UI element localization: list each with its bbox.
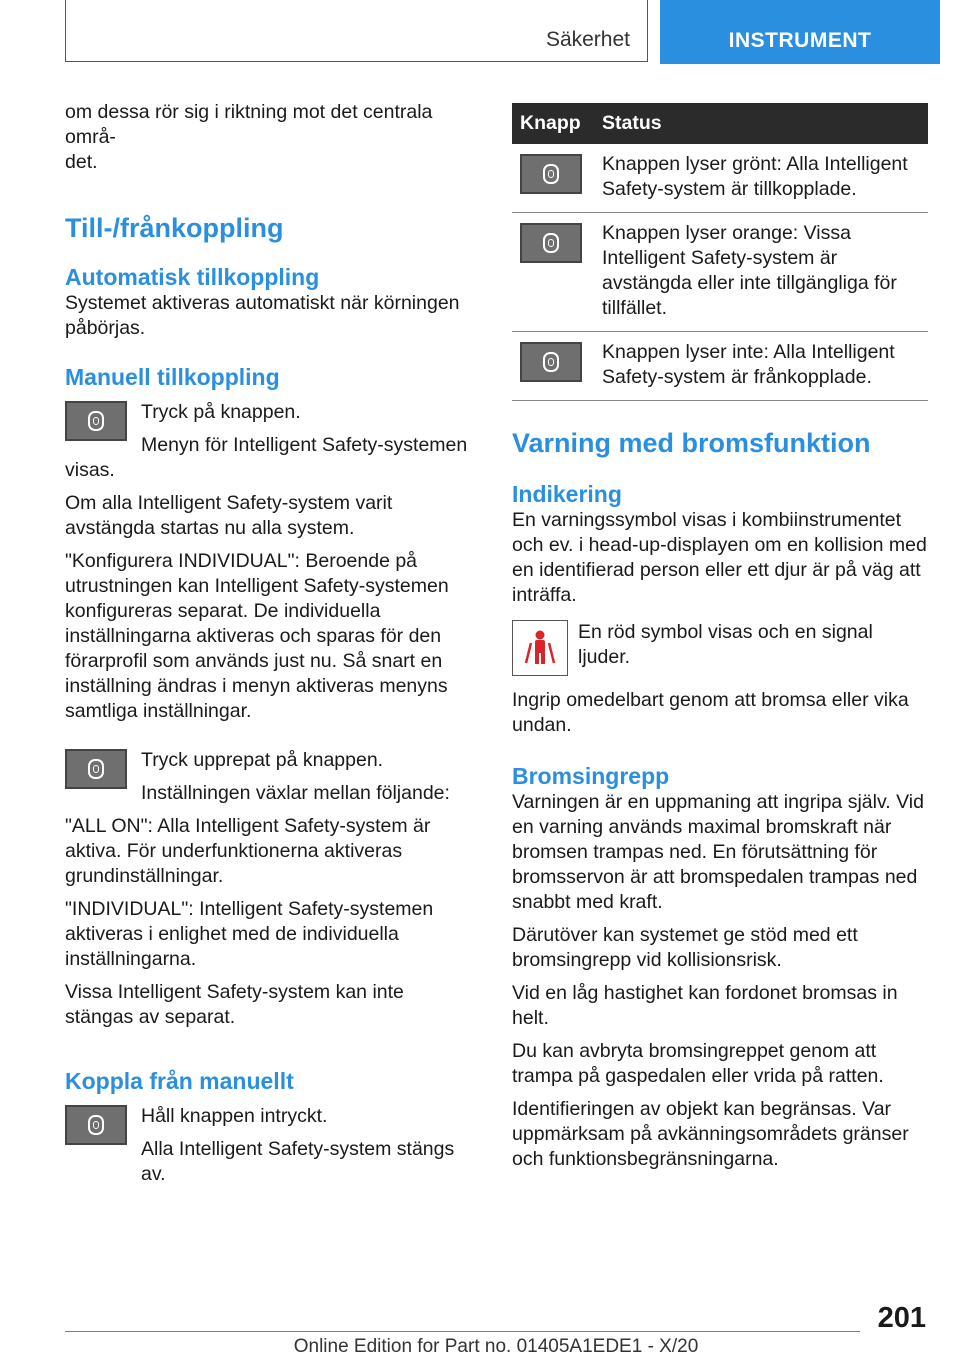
heading-brake-warning: Varning med bromsfunktion <box>512 428 871 458</box>
all-off-text: Om alla Intelligent Safety-system varit avstängda startas nu alla system. <box>65 492 393 539</box>
table-cell-status: Knappen lyser inte: Alla Intelligent Safety-system är frånkopplade. <box>594 332 928 401</box>
hold-button-row <box>65 1104 477 1187</box>
safety-button-off-icon <box>520 342 582 382</box>
red-symbol-text: En röd symbol visas och en signal ljuder. <box>578 621 873 668</box>
press-repeat-row <box>65 748 477 806</box>
automatic-on-text: Systemet aktiveras automatiskt när körningen påbörjas. <box>65 292 460 339</box>
right-column <box>512 103 928 1172</box>
all-on-text: "ALL ON": Alla Intelligent Safety-system är aktiva. För underfunktionerna aktiveras grundinställningar. <box>65 815 431 887</box>
intro-line-1: om dessa rör sig i riktning mot det centrala områ- <box>65 101 433 148</box>
brake-text-3: Vid en låg hastighet kan fordonet bromsas in helt. <box>512 982 898 1029</box>
all-systems-off-text: Alla Intelligent Safety-system stängs av. <box>141 1138 455 1185</box>
table-cell-status: Knappen lyser grönt: Alla Intelligent Safety-system är tillkopplade. <box>594 144 928 213</box>
safety-button-icon <box>65 1105 127 1145</box>
heading-manual-off: Koppla från manuellt <box>65 1068 294 1094</box>
table-header-button: Knapp <box>512 103 594 144</box>
heading-indication: Indikering <box>512 481 622 507</box>
brake-text-1: Varningen är en uppmaning att ingripa själv. Vid en varning används maximal bromskraft när bromsen trampas ned. En förutsättning för bromsservon är att bromspedalen trampas ned snabbt med kraft. <box>512 791 924 913</box>
table-row <box>512 332 928 401</box>
brake-now-text: Ingrip omedelbart genom att bromsa eller vika undan. <box>512 689 909 736</box>
press-button-row <box>65 400 477 483</box>
header-chapter-tab[interactable]: INSTRUMENT <box>660 0 940 64</box>
brake-text-4: Du kan avbryta bromsingreppet genom att trampa på gaspedalen eller vrida på ratten. <box>512 1040 884 1087</box>
heading-on-off: Till-/frånkoppling <box>65 213 284 243</box>
hold-button-text: Håll knappen intryckt. <box>141 1105 328 1127</box>
red-symbol-row <box>512 620 928 676</box>
footer-divider <box>65 1331 860 1332</box>
toggle-text: Inställningen växlar mellan följande: <box>141 782 450 804</box>
page-number: 201 <box>877 1302 926 1334</box>
safety-button-green-icon <box>520 154 582 194</box>
table-row <box>512 144 928 213</box>
menu-shown-text: Menyn för Intelligent Safety-systemen visas. <box>65 434 468 481</box>
header-section-title: Säkerhet <box>545 28 630 51</box>
pedestrian-warning-icon <box>512 620 568 676</box>
safety-button-icon <box>65 749 127 789</box>
heading-automatic-on: Automatisk tillkoppling <box>65 264 320 290</box>
left-column <box>65 100 477 1187</box>
individual-text: "INDIVIDUAL": Intelligent Safety-systemen aktiveras i enlighet med de individuella inställningarna. <box>65 898 434 970</box>
table-header-status: Status <box>594 103 928 144</box>
footer-edition: Online Edition for Part no. 01405A1EDE1 - X/20 <box>293 1336 699 1357</box>
heading-brake-intervention: Bromsingrepp <box>512 763 670 789</box>
table-row <box>512 213 928 332</box>
safety-button-orange-icon <box>520 223 582 263</box>
press-repeat-text: Tryck upprepat på knappen. <box>141 749 384 771</box>
brake-text-2: Därutöver kan systemet ge stöd med ett bromsingrepp vid kollisionsrisk. <box>512 924 858 971</box>
button-status-table <box>512 103 928 401</box>
table-cell-status: Knappen lyser orange: Vissa Intelligent Safety-system är avstängda eller inte tillgängliga för tillfället. <box>594 213 928 332</box>
heading-manual-on: Manuell tillkoppling <box>65 364 280 390</box>
brake-text-5: Identifieringen av objekt kan begränsas. Var uppmärksam på avkänningsområdets gränser och funktionsbegränsningarna. <box>512 1098 909 1170</box>
configure-text: "Konfigurera INDIVIDUAL": Beroende på utrustningen kan Intelligent Safety-systemen konfigureras separat. De individuella inställningarna aktiveras och sparas för den förarprofil som används just nu. Så snart en inställning ändras i menyn aktiveras menyns samtliga inställningar. <box>65 550 449 722</box>
press-button-text: Tryck på knappen. <box>141 401 301 423</box>
intro-line-2: det. <box>65 151 98 173</box>
cannot-turn-off-text: Vissa Intelligent Safety-system kan inte stängas av separat. <box>65 981 404 1028</box>
indication-text: En varningssymbol visas i kombiinstrumentet och ev. i head-up-displayen om en kollision med en identifierad person eller ett djur är på väg att inträffa. <box>512 509 927 606</box>
